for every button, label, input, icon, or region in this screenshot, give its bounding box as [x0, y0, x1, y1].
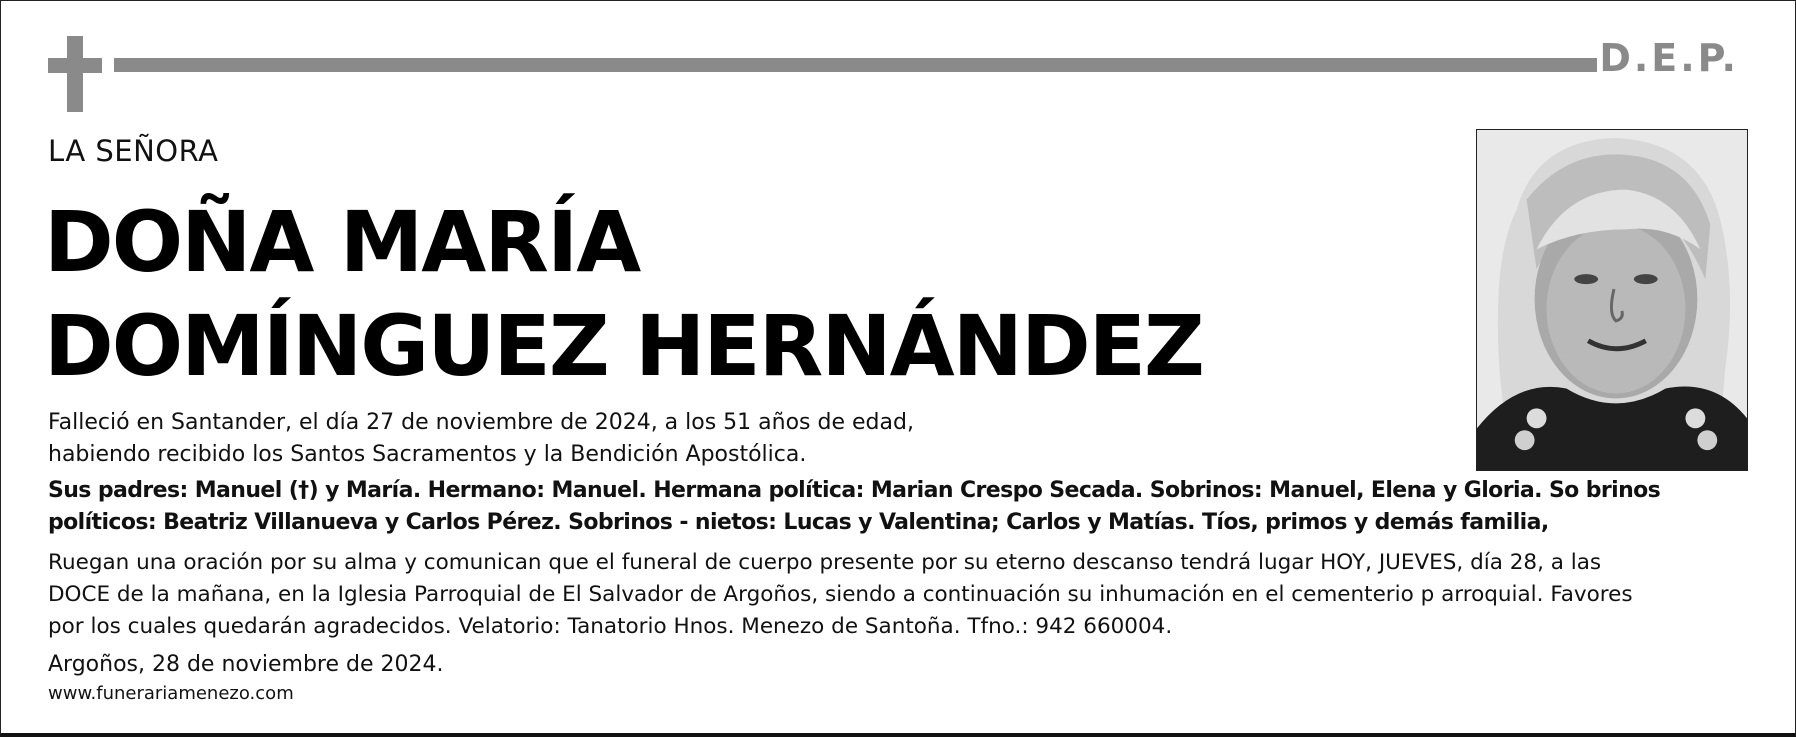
portrait-image [1477, 130, 1747, 470]
honorific: LA SEÑORA [48, 134, 219, 168]
place-date: Argoños, 28 de noviembre de 2024. [48, 652, 444, 677]
name-line-2: DOMÍNGUEZ HERNÁNDEZ [44, 297, 1203, 395]
dep-label: D.E.P. [1599, 36, 1739, 80]
header-rule [114, 58, 1597, 72]
family-line-2: políticos: Beatriz Villanueva y Carlos Pérez. Sobrinos - nietos: Lucas y Valentina; Carlos y Matías. Tíos, primos y demás familia, [48, 510, 1549, 535]
deceased-name [44, 190, 1203, 398]
cross-icon [48, 36, 100, 112]
death-info-line: Falleció en Santander, el día 27 de noviembre de 2024, a los 51 años de edad, [48, 410, 914, 435]
name-line-1: DOÑA MARÍA [44, 193, 640, 291]
funeral-line-2: DOCE de la mañana, en la Iglesia Parroquial de El Salvador de Argoños, siendo a continuación su inhumación en el cementerio p arroquial. Favores [48, 582, 1633, 607]
funeral-line-1: Ruegan una oración por su alma y comunican que el funeral de cuerpo presente por su eterno descanso tendrá lugar HOY, JUEVES, día 28, a las [48, 550, 1602, 575]
family-line-1: Sus padres: Manuel (†) y María. Hermano: Manuel. Hermana política: Marian Crespo Secada. Sobrinos: Manuel, Elena y Gloria. So brinos [48, 478, 1661, 503]
website-link[interactable]: www.funerariamenezo.com [48, 683, 294, 704]
funeral-line-3: por los cuales quedarán agradecidos. Velatorio: Tanatorio Hnos. Menezo de Santoña. Tfno.: 942 660004. [48, 614, 1173, 639]
sacraments-line: habiendo recibido los Santos Sacramentos y la Bendición Apostólica. [48, 442, 807, 467]
portrait-photo [1476, 129, 1748, 471]
